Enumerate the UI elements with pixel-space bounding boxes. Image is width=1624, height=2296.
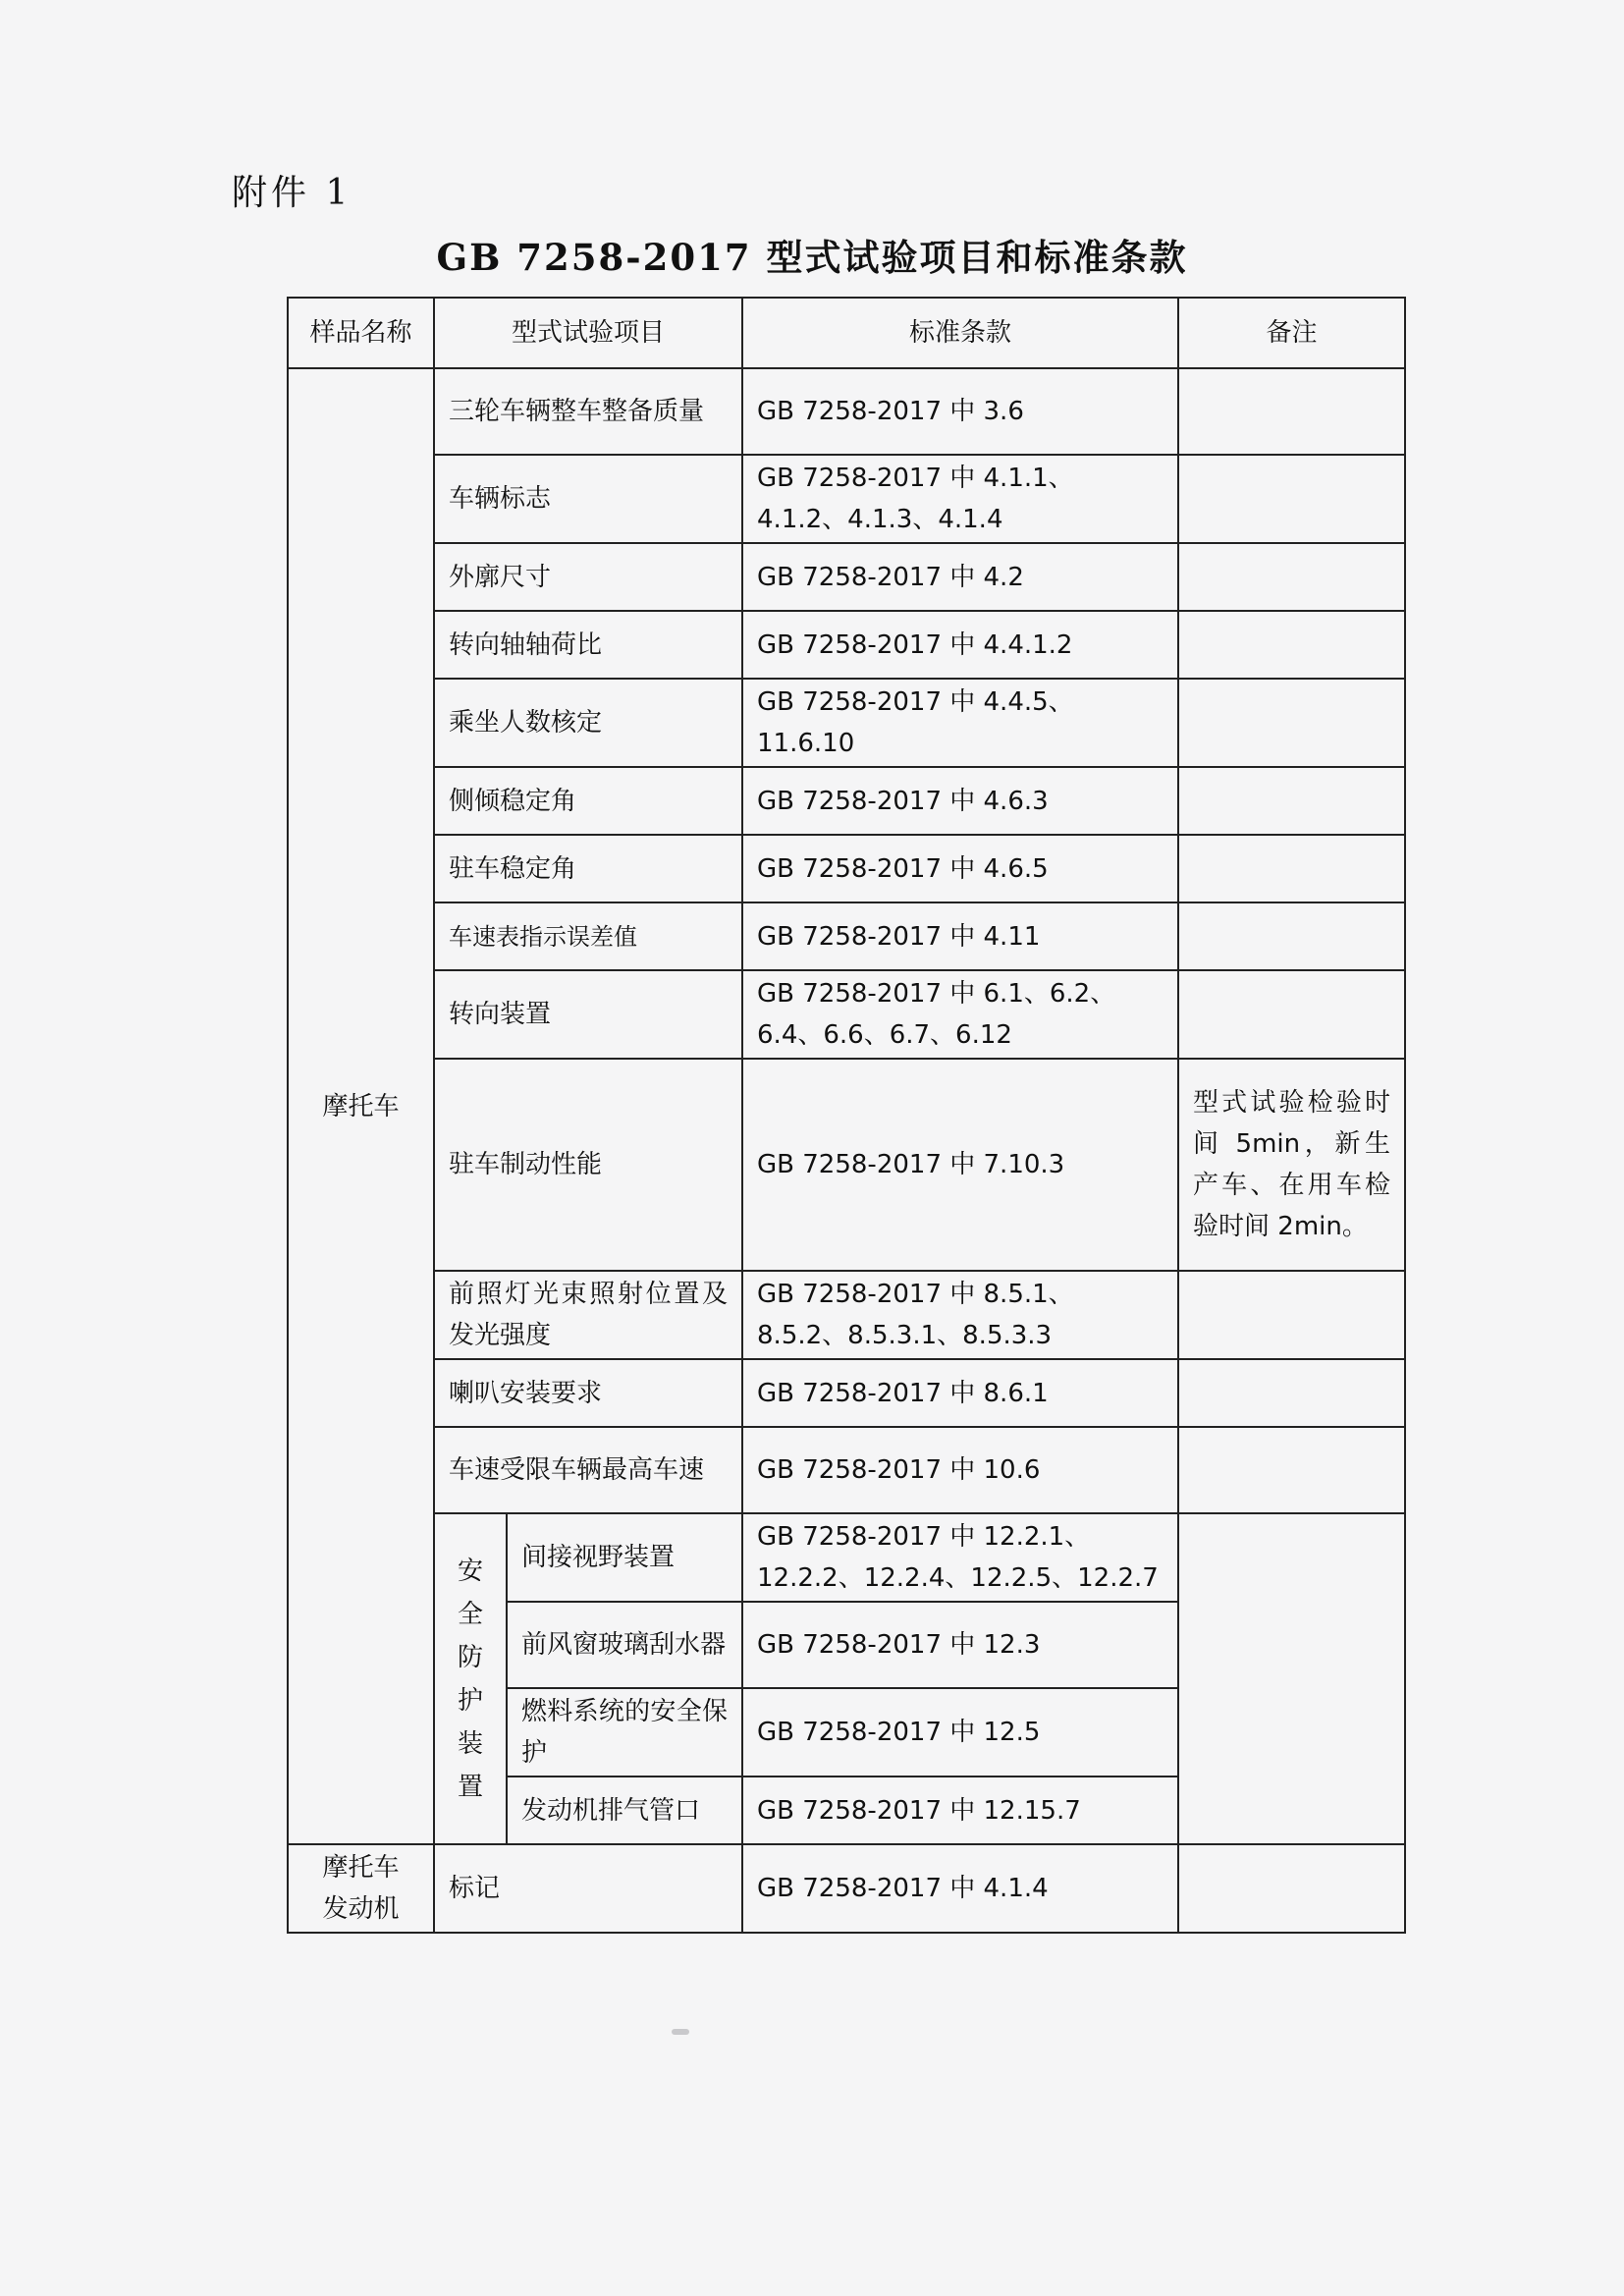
item-cell: 车辆标志 [434,455,742,543]
item-cell: 驻车稳定角 [434,835,742,902]
note-cell [1178,368,1405,455]
standard-cell: GB 7258-2017 中 8.5.1、8.5.2、8.5.3.1、8.5.3.3 [742,1271,1178,1359]
item-cell: 转向轴轴荷比 [434,611,742,679]
note-cell [1178,1844,1405,1933]
note-cell: 型式试验检验时间 5min，新生产车、在用车检验时间 2min。 [1178,1059,1405,1271]
sample-name-line: 摩托车 [322,1853,400,1883]
group-label-char: 全 [457,1599,483,1629]
note-cell [1178,611,1405,679]
standard-cell: GB 7258-2017 中 12.5 [742,1688,1178,1777]
table-row [288,1844,1405,1933]
attachment-label: 附件 1 [232,173,352,213]
table-row [288,835,1405,902]
header-note: 备注 [1178,298,1405,368]
table-row [288,970,1405,1059]
note-cell [1178,767,1405,835]
standard-cell: GB 7258-2017 中 3.6 [742,368,1178,455]
standard-cell: GB 7258-2017 中 4.4.1.2 [742,611,1178,679]
group-label-char: 防 [457,1642,483,1672]
item-cell: 车速表指示误差值 [434,902,742,970]
standard-cell: GB 7258-2017 中 12.15.7 [742,1777,1178,1844]
note-cell [1178,1513,1405,1844]
sample-name-engine [288,1844,434,1933]
item-cell: 燃料系统的安全保护 [507,1688,742,1777]
note-cell [1178,679,1405,767]
table-row [288,368,1405,455]
document-title: GB 7258-2017 型式试验项目和标准条款 [436,236,1188,279]
table-row [288,455,1405,543]
standard-cell: GB 7258-2017 中 8.6.1 [742,1359,1178,1427]
note-cell [1178,835,1405,902]
header-test-item: 型式试验项目 [434,298,742,368]
table-row [288,1359,1405,1427]
table-row [288,902,1405,970]
standard-cell: GB 7258-2017 中 4.11 [742,902,1178,970]
group-label-char: 装 [457,1728,483,1759]
item-cell: 车速受限车辆最高车速 [434,1427,742,1513]
note-cell [1178,970,1405,1059]
table-row [288,1059,1405,1271]
table-row [288,611,1405,679]
item-cell: 三轮车辆整车整备质量 [434,368,742,455]
standard-cell: GB 7258-2017 中 12.2.1、12.2.2、12.2.4、12.2.5、12.2.7 [742,1513,1178,1602]
standard-cell: GB 7258-2017 中 4.2 [742,543,1178,611]
item-cell: 转向装置 [434,970,742,1059]
safety-device-group-label [434,1513,507,1844]
item-cell: 驻车制动性能 [434,1059,742,1271]
table-row [288,767,1405,835]
sample-name-line: 发动机 [322,1894,400,1924]
table-header-row [288,298,1405,368]
note-cell [1178,1271,1405,1359]
item-cell: 间接视野装置 [507,1513,742,1602]
standard-cell: GB 7258-2017 中 4.1.4 [742,1844,1178,1933]
standard-cell: GB 7258-2017 中 4.4.5、11.6.10 [742,679,1178,767]
item-cell: 前风窗玻璃刮水器 [507,1602,742,1688]
table-row [288,1513,1405,1602]
item-cell: 前照灯光束照射位置及发光强度 [434,1271,742,1359]
note-cell [1178,1427,1405,1513]
standard-cell: GB 7258-2017 中 12.3 [742,1602,1178,1688]
scan-mark [672,2029,689,2035]
table-row [288,1427,1405,1513]
standard-cell: GB 7258-2017 中 4.1.1、4.1.2、4.1.3、4.1.4 [742,455,1178,543]
item-cell: 喇叭安装要求 [434,1359,742,1427]
header-standard-clause: 标准条款 [742,298,1178,368]
note-cell [1178,543,1405,611]
header-sample-name: 样品名称 [288,298,434,368]
note-cell [1178,1359,1405,1427]
item-cell: 外廓尺寸 [434,543,742,611]
group-label-char: 安 [457,1556,483,1586]
item-cell: 乘坐人数核定 [434,679,742,767]
note-cell [1178,902,1405,970]
table-row [288,1271,1405,1359]
standard-cell: GB 7258-2017 中 10.6 [742,1427,1178,1513]
test-items-table [287,297,1406,1934]
standard-cell: GB 7258-2017 中 7.10.3 [742,1059,1178,1271]
table-row [288,679,1405,767]
standard-cell: GB 7258-2017 中 6.1、6.2、6.4、6.6、6.7、6.12 [742,970,1178,1059]
sample-name-motorcycle: 摩托车 [288,368,434,1844]
item-cell: 侧倾稳定角 [434,767,742,835]
standard-cell: GB 7258-2017 中 4.6.5 [742,835,1178,902]
item-cell: 标记 [434,1844,742,1933]
table-row [288,543,1405,611]
group-label-char: 置 [457,1772,483,1802]
item-cell: 发动机排气管口 [507,1777,742,1844]
group-label-char: 护 [457,1685,483,1716]
note-cell [1178,455,1405,543]
standard-cell: GB 7258-2017 中 4.6.3 [742,767,1178,835]
